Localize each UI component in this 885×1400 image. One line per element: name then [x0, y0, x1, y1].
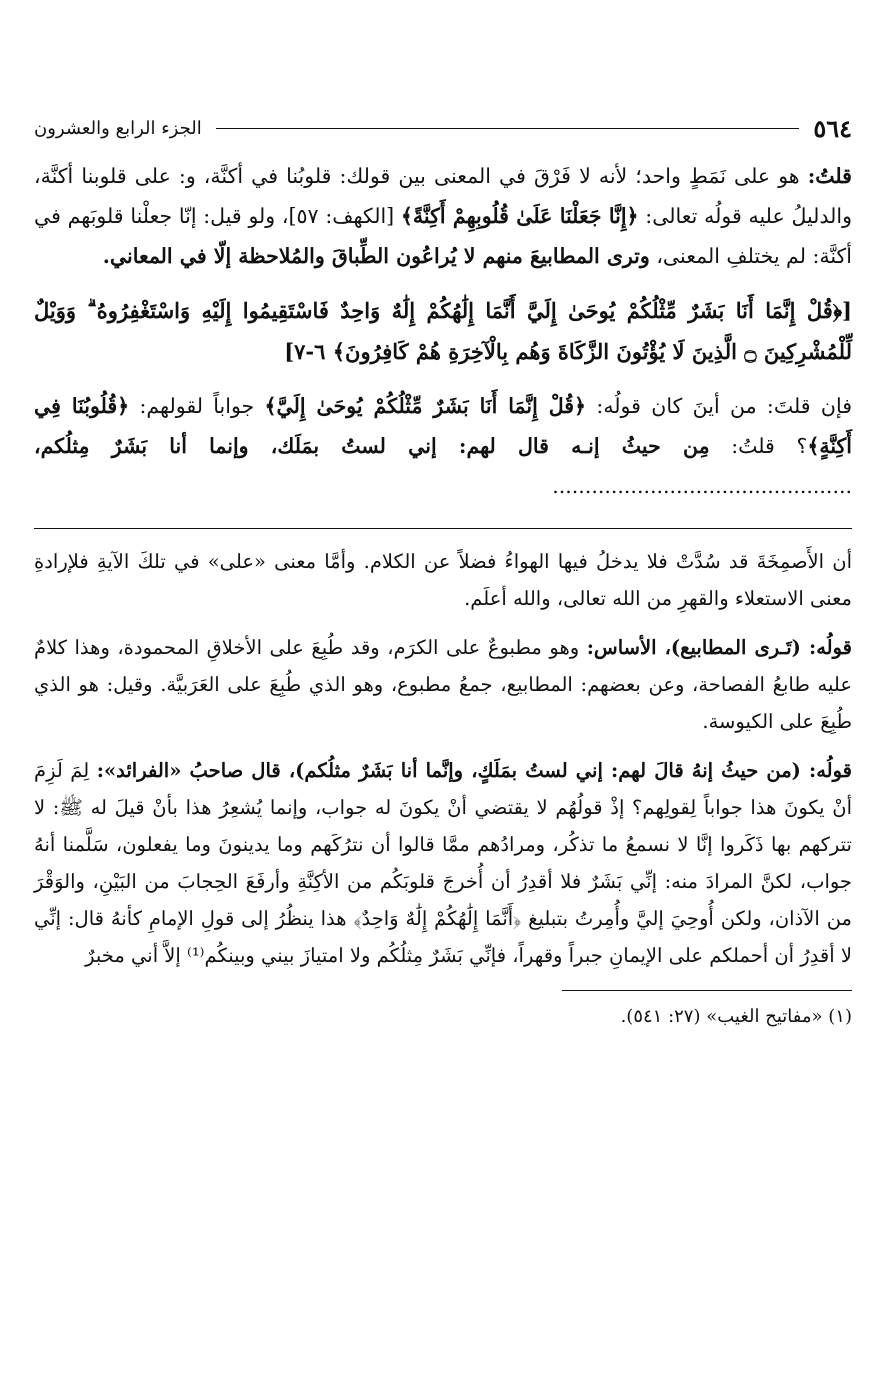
footnote: (١) «مفاتيح الغيب» (٢٧: ٥٤١).	[620, 1006, 852, 1027]
quran-quote: ﴿إِنَّا جَعَلْنَا عَلَىٰ قُلُوبِهِمْ أَكِنَّةً﴾	[400, 204, 639, 228]
quran-verse-block: [﴿قُلْ إِنَّمَا أَنَا بَشَرٌ مِّثْلُكُمْ يُوحَىٰ إِلَيَّ أَنَّمَا إِلَٰهُكُمْ إِلَٰهٌ وَاحِدٌ فَاسْتَقِيمُوا إِلَيْهِ وَاسْتَغْفِرُوهُ ۗ وَوَيْلٌ لِّلْمُشْرِكِينَ ۝ الَّذِينَ لَا يُؤْتُونَ الزَّكَاةَ وَهُم بِالْآخِرَةِ هُمْ كَافِرُونَ﴾ ٦-٧]	[34, 298, 852, 364]
bold-phrase: وترى المطابيعَ منهم لا يُراعُون الطِّباقَ والمُلاحظة إلّا في المعاني.	[102, 244, 650, 268]
commentary-separator	[34, 528, 852, 529]
text-run: [الكهف: ٥٧]، ولو قيل: إنّا جعلْنا قلوبَهم في أكنَّة: لم يختلفِ المعنى،	[34, 204, 852, 268]
qult-label: قلتُ:	[807, 164, 852, 188]
header-rule	[216, 128, 800, 129]
main-paragraph-2	[34, 386, 852, 506]
main-paragraph-1	[34, 156, 852, 276]
quran-quote: ﴿قُلُوبُنَا فِي أَكِنَّةٍ﴾	[34, 394, 852, 458]
commentary-text: وهو مطبوعٌ على الكرَم، وقد طُبِعَ على الأخلاقِ المحمودة، وهذا كلامٌ عليه طابعُ الفصاحة، وعن بعضهم: المطابيع، جمعُ مطبوع، وهو الذي طُبِعَ على العَرَبيَّة. وقيل: هو الذي طُبِعَ على الكيوسة.	[34, 636, 852, 733]
footnote-separator	[562, 990, 852, 991]
text-run: هو على نَمَطٍ واحد؛ لأنه لا فَرْقَ في المعنى بين قولك: قلوبُنا في أكنَّة، و: على قلوبنا أكنَّة، والدليلُ عليه قولُه تعالى:	[34, 164, 853, 228]
text-run: فإن قلتَ: من أينَ كان قولُه:	[586, 394, 852, 418]
commentary-label: قولُه: (من حيثُ إنهُ قالَ لهم: إني لستُ بمَلَكٍ، وإنَّما أنا بَشَرٌ مثلُكم)، قال صاحبُ «الفرائد»:	[96, 759, 852, 782]
commentary-label: قولُه: (تَـرى المطابيع)، الأساس:	[586, 636, 852, 659]
text-run: جواباً لقولهم:	[129, 394, 265, 418]
commentary-paragraph	[34, 629, 852, 740]
bold-phrase: مِن حيثُ إنـه قال لهم: إني لستُ بمَلَك، وإنما أنا بَشَرٌ مِثلُكم،	[34, 434, 710, 458]
commentary-text: أن الأَصمِخَةَ قد سُدَّتْ فلا يدخلُ فيها الهواءُ فضلاً عن الكلام. وأمَّا معنى «على» في تلكَ الآيةِ فلإرادةِ معنى الاستعلاء والقهرِ من الله تعالى، والله أعلَم.	[34, 550, 852, 610]
text-run: ؟ قلتُ:	[709, 434, 808, 458]
main-text	[34, 156, 852, 506]
running-title: الجزء الرابع والعشرون	[34, 117, 202, 139]
page-header	[34, 110, 852, 146]
commentary-paragraph	[34, 543, 852, 617]
commentary-text: لِمَ لَزِمَ أنْ يكونَ هذا جواباً لِقولِهم؟ إذْ قولُهُم لا يقتضي أنْ يكونَ له جواب، وإنما يُشعِرُ هذا بأنْ قيلَ له ﷺ: لا تتركهم بها ذَكَروا إنَّا لا نسمعُ ما تذكُر، ومرادُهم ممَّا قالوا أن نترُكَهم وما يدينونَ وما يفعلون، سَلَّمنا أنهُ جواب، لكنَّ المرادَ منه: إنِّي بَشَرٌ فلا أقدِرُ أن أُخرجَ قلوبَكُم من الأكِنَّةِ وأرفَعَ الحِجابَ من البَيْنِ، والوَقْرَ من الآذان، ولكن أُوحِيَ إليَّ وأُمِرتُ بتبليغ ﴿أَنَّمَا إِلَٰهُكُمْ إِلَٰهٌ وَاحِدٌ﴾ هذا ينظُرُ إلى قولِ الإمامِ كأنهُ قال: إنِّي لا أقدِرُ أن أحملكم على الإيمانِ جبراً وقهراً، فإنِّي بَشَرٌ مِثلُكُم ولا امتيازَ بيني وبينكُم⁽¹⁾ إلاَّ أني مخبرٌ	[34, 759, 852, 967]
quran-quote: ﴿قُلْ إِنَّمَا أَنَا بَشَرٌ مِّثْلُكُمْ يُوحَىٰ إِلَيَّ﴾	[264, 394, 587, 418]
page-number: ٥٦٤	[813, 113, 852, 143]
book-page	[34, 110, 852, 1033]
commentary-section	[34, 543, 852, 974]
ellipsis-dots: ..............................................	[552, 474, 852, 498]
commentary-paragraph	[34, 752, 852, 974]
